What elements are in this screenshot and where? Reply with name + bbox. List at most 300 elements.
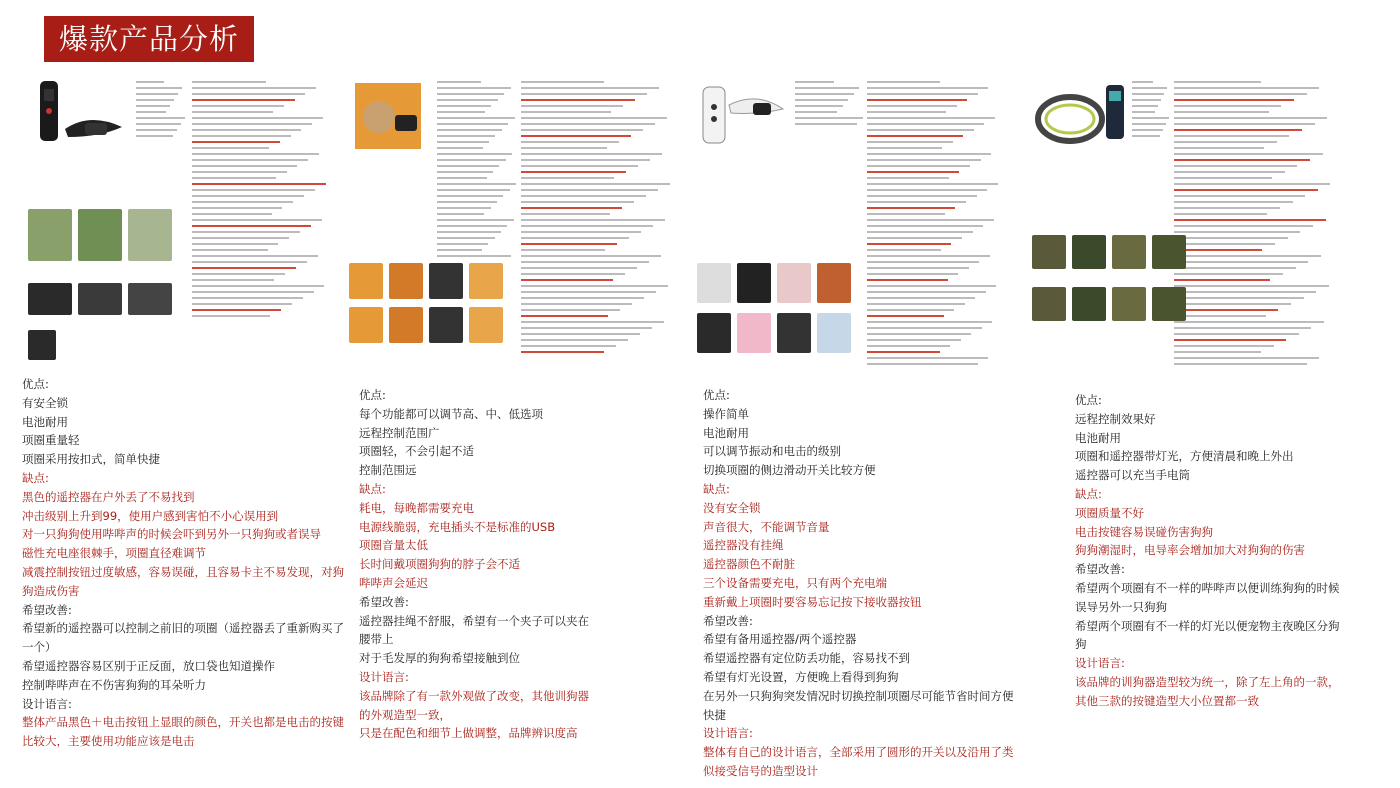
review-text-line (192, 135, 291, 137)
review-text-line (867, 339, 961, 341)
review-text-line (867, 231, 973, 233)
review-text-line (1174, 213, 1267, 215)
review-text-line (437, 93, 504, 95)
review-text-line (1132, 105, 1158, 107)
review-text-line (1132, 135, 1160, 137)
review-text-line (867, 327, 982, 329)
review-text-line (437, 111, 485, 113)
review-text-line (521, 111, 611, 113)
review-text-line (136, 99, 174, 101)
review-text-line (521, 315, 608, 317)
analysis-line: 长时间戴项圈狗狗的脖子会不适 (359, 557, 520, 572)
review-text-line (867, 117, 995, 119)
review-text-line (867, 189, 987, 191)
review-text-line (437, 231, 501, 233)
review-text-line (1174, 261, 1308, 263)
review-text-line (192, 129, 301, 131)
review-text-line (1174, 357, 1319, 359)
review-text-line (867, 261, 979, 263)
review-text-line (521, 159, 650, 161)
analysis-line: 可以调节振动和电击的级别 (703, 444, 841, 459)
review-text-line (437, 147, 483, 149)
review-text-line (437, 123, 508, 125)
review-text-line (521, 105, 623, 107)
review-text-line (192, 243, 278, 245)
review-text-line (521, 273, 625, 275)
review-text-line (1174, 363, 1307, 365)
review-text-line (192, 213, 272, 215)
analysis-line: 项圈轻，不会引起不适 (359, 444, 474, 459)
review-text-line (521, 99, 635, 101)
review-text-line (521, 195, 646, 197)
review-text-line (867, 81, 940, 83)
review-text-line (1174, 333, 1299, 335)
review-text-line (1174, 315, 1266, 317)
product-thumbnail-image (78, 283, 122, 315)
product-thumbnail-image (28, 209, 72, 261)
review-text-line (192, 207, 282, 209)
review-text-line (192, 159, 308, 161)
review-text-line (136, 135, 173, 137)
review-text-line (867, 195, 977, 197)
review-text-line (192, 117, 323, 119)
analysis-line: 控制范围远 (359, 463, 417, 478)
review-text-line (521, 171, 626, 173)
analysis-line: 电源线脆弱，充电插头不是标准的USB (359, 519, 556, 534)
review-text-line (521, 261, 649, 263)
review-text-line (795, 105, 843, 107)
review-text-line (1174, 267, 1296, 269)
review-text-line (192, 189, 315, 191)
review-text-line (1174, 243, 1275, 245)
review-text-line (1174, 339, 1286, 341)
review-text-line (1174, 327, 1311, 329)
review-text-line (521, 219, 665, 221)
analysis-line: 整体有自己的设计语言，全部采用了圆形的开关以及沿用了类 (703, 745, 1014, 760)
analysis-line: 声音很大，不能调节音量 (703, 519, 830, 534)
review-text-line (192, 201, 293, 203)
review-text-line (867, 273, 958, 275)
review-text-line (521, 189, 658, 191)
review-text-line (867, 207, 955, 209)
review-text-line (437, 129, 502, 131)
product-thumbnail-image (1152, 287, 1186, 321)
review-text-line (192, 303, 292, 305)
analysis-line: 希望遥控器有定位防丢功能，容易找不到 (703, 651, 910, 666)
product-thumbnail-image (389, 263, 423, 299)
review-text-line (867, 357, 988, 359)
analysis-line: 快捷 (703, 707, 726, 722)
review-text-line (192, 165, 297, 167)
review-text-line (521, 279, 613, 281)
review-text-line (867, 297, 975, 299)
product-thumbnail-image (817, 313, 851, 353)
remote-collar-image-1 (30, 77, 130, 157)
product-box-image-2 (349, 77, 433, 155)
review-text-line (1174, 93, 1307, 95)
review-text-line (192, 255, 318, 257)
review-text-line (521, 321, 664, 323)
review-text-line (1174, 291, 1316, 293)
analysis-line: 设计语言: (359, 669, 409, 684)
review-text-line (521, 327, 652, 329)
product-thumbnail-image (697, 313, 731, 353)
review-text-line (1174, 201, 1293, 203)
review-text-line (795, 81, 834, 83)
review-text-line (867, 165, 970, 167)
review-text-line (521, 135, 631, 137)
analysis-line: 遥控器挂绳不舒服，希望有一个夹子可以夹在 (359, 613, 589, 628)
review-text-line (1174, 159, 1310, 161)
product-thumbnail-image (349, 263, 383, 299)
analysis-line: 项圈和遥控器带灯光，方便清晨和晚上外出 (1075, 449, 1294, 464)
review-text-line (867, 321, 992, 323)
analysis-line: 远程控制范围广 (359, 425, 440, 440)
review-text-line (437, 225, 507, 227)
review-text-line (521, 165, 638, 167)
product-thumbnail-image (737, 263, 771, 303)
review-text-line (1174, 177, 1272, 179)
review-text-line (867, 363, 978, 365)
analysis-line: 操作简单 (703, 406, 749, 421)
analysis-line: 没有安全锁 (703, 500, 761, 515)
review-text-line (1132, 81, 1153, 83)
page-title: 爆款产品分析 (44, 16, 254, 62)
review-text-line (521, 177, 614, 179)
review-text-line (1174, 183, 1330, 185)
review-text-line (521, 117, 667, 119)
analysis-line: 狗 (1075, 637, 1087, 652)
product-thumbnail-image (128, 283, 172, 315)
review-text-line (192, 285, 324, 287)
review-text-line (795, 87, 859, 89)
product-thumbnail-image (1112, 287, 1146, 321)
product-thumbnail-image (1032, 287, 1066, 321)
review-text-line (1132, 117, 1169, 119)
review-text-line (437, 159, 506, 161)
review-text-line (1174, 99, 1294, 101)
review-text-line (437, 249, 482, 251)
review-text-line (867, 129, 974, 131)
review-text-line (192, 93, 305, 95)
review-text-line (1174, 273, 1283, 275)
review-text-line (192, 219, 322, 221)
product-thumbnail-image (28, 330, 56, 360)
review-text-line (192, 81, 266, 83)
review-text-line (1174, 129, 1302, 131)
analysis-line: 希望两个项圈有不一样的灯光以便宠物主夜晚区分狗 (1075, 618, 1340, 633)
review-text-line (1174, 207, 1280, 209)
analysis-line: 黑色的遥控器在户外丢了不易找到 (22, 489, 195, 504)
review-text-line (192, 249, 268, 251)
review-text-line (136, 111, 166, 113)
review-text-line (437, 81, 481, 83)
review-text-line (437, 99, 498, 101)
review-text-line (867, 237, 962, 239)
review-text-line (521, 81, 604, 83)
review-text-line (192, 183, 326, 185)
review-text-line (1174, 189, 1318, 191)
analysis-line: 项圈质量不好 (1075, 505, 1144, 520)
product-thumbnail-image (697, 263, 731, 303)
review-text-line (437, 183, 516, 185)
review-text-line (1174, 153, 1323, 155)
review-text-line (867, 267, 969, 269)
review-text-line (192, 291, 314, 293)
product-thumbnail-image (1152, 235, 1186, 269)
analysis-line: 耗电，每晚都需要充电 (359, 500, 474, 515)
analysis-line: 该品牌除了有一款外观做了改变，其他训狗器 (359, 688, 589, 703)
review-text-line (192, 147, 269, 149)
review-text-line (1174, 123, 1315, 125)
review-text-line (867, 153, 991, 155)
product-thumbnail-image (429, 307, 463, 343)
review-text-line (192, 261, 307, 263)
analysis-line: 切换项圈的侧边滑动开关比较方便 (703, 463, 876, 478)
remote-collar-image-4 (1032, 79, 1130, 155)
review-text-line (795, 117, 863, 119)
analysis-line: 狗造成伤害 (22, 583, 80, 598)
analysis-line: 冲击级别上升到99，使用户感到害怕不小心误用到 (22, 508, 279, 523)
review-text-line (1174, 87, 1319, 89)
review-text-line (867, 243, 951, 245)
review-text-line (437, 87, 511, 89)
review-text-line (1174, 249, 1262, 251)
review-text-line (437, 201, 497, 203)
review-text-line (867, 249, 941, 251)
review-text-line (437, 141, 489, 143)
analysis-line: 似接受信号的造型设计 (703, 763, 818, 778)
analysis-line: 腰带上 (359, 632, 394, 647)
review-text-line (867, 213, 945, 215)
review-text-line (795, 123, 857, 125)
review-text-line (1174, 321, 1324, 323)
product-page-screenshot-4 (1028, 75, 1336, 385)
review-text-line (192, 105, 284, 107)
analysis-line: 有安全锁 (22, 395, 68, 410)
review-text-line (521, 351, 604, 353)
review-text-line (192, 273, 285, 275)
review-text-line (867, 225, 983, 227)
review-text-line (867, 291, 986, 293)
review-text-line (1174, 219, 1326, 221)
review-text-line (867, 351, 940, 353)
review-text-line (437, 189, 510, 191)
review-text-line (521, 225, 653, 227)
review-text-line (192, 99, 295, 101)
review-text-line (192, 153, 319, 155)
analysis-line: 希望有灯光设置，方便晚上看得到狗狗 (703, 669, 899, 684)
analysis-line: 缺点: (1075, 486, 1102, 501)
review-text-line (521, 243, 617, 245)
review-text-line (867, 147, 942, 149)
review-text-line (867, 315, 944, 317)
review-text-line (192, 87, 316, 89)
review-text-line (437, 177, 487, 179)
review-text-line (1132, 123, 1166, 125)
review-text-line (521, 87, 659, 89)
analysis-line: 缺点: (703, 481, 730, 496)
review-text-line (192, 195, 304, 197)
section-heading: 优点: (703, 388, 730, 402)
analysis-column-4 (1075, 391, 1375, 711)
review-text-line (1174, 231, 1300, 233)
analysis-line: 远程控制效果好 (1075, 411, 1156, 426)
analysis-line: 电池耐用 (703, 425, 749, 440)
review-text-line (521, 141, 619, 143)
review-text-line (192, 225, 311, 227)
analysis-line: 项圈采用按扣式，简单快捷 (22, 452, 160, 467)
analysis-line: 每个功能都可以调节高、中、低选项 (359, 406, 543, 421)
analysis-column-3 (703, 386, 1014, 781)
review-text-line (437, 153, 512, 155)
product-thumbnail-image (777, 263, 811, 303)
analysis-line: 磁性充电座很棘手，项圈直径难调节 (22, 546, 206, 561)
review-text-line (437, 219, 514, 221)
product-thumbnail-image (469, 263, 503, 299)
review-text-line (521, 207, 622, 209)
analysis-line: 的外观造型一致， (359, 707, 451, 722)
review-text-line (1174, 351, 1261, 353)
section-heading: 希望改善: (22, 602, 72, 617)
review-text-line (437, 207, 491, 209)
review-text-line (521, 183, 670, 185)
review-text-line (867, 201, 966, 203)
review-text-line (521, 213, 610, 215)
review-text-line (521, 237, 629, 239)
section-heading: 优点: (1075, 393, 1102, 407)
review-text-line (136, 81, 164, 83)
analysis-line: 其他三款的按键造型大小位置都一致 (1075, 693, 1259, 708)
review-text-line (795, 111, 837, 113)
review-text-line (521, 255, 661, 257)
analysis-line: 在另外一只狗狗突发情况时切换控制项圈尽可能节省时间方便 (703, 688, 1014, 703)
review-text-line (867, 345, 950, 347)
review-text-line (136, 87, 182, 89)
review-text-line (867, 183, 998, 185)
review-text-line (437, 213, 484, 215)
review-text-line (192, 171, 287, 173)
analysis-line: 项圈重量轻 (22, 433, 80, 448)
review-text-line (867, 279, 948, 281)
review-text-line (437, 237, 495, 239)
section-heading: 优点: (359, 388, 386, 402)
review-text-line (521, 123, 655, 125)
review-text-line (192, 315, 270, 317)
analysis-line: 希望遥控器容易区别于正反面，放口袋也知道操作 (22, 658, 275, 673)
product-page-screenshot-2 (345, 75, 675, 370)
product-thumbnail-image (777, 313, 811, 353)
product-thumbnail-image (469, 307, 503, 343)
review-text-line (521, 297, 644, 299)
product-thumbnail-image (28, 283, 72, 315)
review-text-line (521, 249, 605, 251)
review-text-line (867, 303, 965, 305)
review-text-line (192, 231, 300, 233)
product-page-screenshot-3 (695, 75, 1005, 385)
analysis-line: 三个设备需要充电，只有两个充电端 (703, 575, 887, 590)
analysis-line: 电池耐用 (22, 414, 68, 429)
review-text-line (437, 243, 488, 245)
review-text-line (1174, 303, 1291, 305)
review-text-line (192, 111, 273, 113)
review-text-line (867, 93, 978, 95)
product-thumbnail-image (389, 307, 423, 343)
section-heading: 优点: (22, 377, 49, 391)
review-text-line (1174, 237, 1288, 239)
review-text-line (867, 135, 963, 137)
review-text-line (136, 123, 181, 125)
analysis-line: 设计语言: (1075, 656, 1125, 671)
product-thumbnail-image (349, 307, 383, 343)
review-text-line (521, 309, 620, 311)
product-page-screenshot-1 (24, 75, 332, 370)
review-text-line (1174, 255, 1321, 257)
review-text-line (1132, 87, 1167, 89)
review-text-line (521, 267, 637, 269)
section-heading: 希望改善: (703, 613, 753, 628)
review-text-line (1174, 165, 1297, 167)
review-text-line (192, 279, 274, 281)
review-text-line (1174, 309, 1278, 311)
review-text-line (867, 105, 957, 107)
review-text-line (521, 93, 647, 95)
section-heading: 希望改善: (1075, 562, 1125, 577)
review-text-line (867, 123, 984, 125)
product-thumbnail-image (429, 263, 463, 299)
review-text-line (1174, 147, 1264, 149)
review-text-line (1174, 297, 1304, 299)
review-text-line (867, 159, 981, 161)
review-text-line (521, 303, 632, 305)
review-text-line (1174, 135, 1289, 137)
review-text-line (521, 291, 656, 293)
review-text-line (437, 135, 495, 137)
review-text-line (1174, 171, 1285, 173)
analysis-line: 缺点: (22, 470, 49, 485)
analysis-line: 比较大，主要使用功能应该是电击 (22, 734, 195, 749)
review-text-line (437, 117, 515, 119)
review-text-line (136, 105, 170, 107)
review-text-line (192, 267, 296, 269)
review-text-line (1174, 105, 1281, 107)
review-text-line (521, 147, 607, 149)
analysis-line: 设计语言: (703, 726, 753, 741)
product-thumbnail-image (817, 263, 851, 303)
analysis-line: 电击按键容易误碰伤害狗狗 (1075, 524, 1213, 539)
review-text-line (1132, 111, 1155, 113)
review-text-line (1174, 279, 1270, 281)
analysis-line: 整体产品黑色＋电击按钮上显眼的颜色，开关也都是电击的按键 (22, 715, 344, 730)
analysis-line: 缺点: (359, 481, 386, 496)
review-text-line (521, 345, 616, 347)
review-text-line (192, 141, 280, 143)
section-heading: 设计语言: (22, 696, 72, 711)
review-text-line (437, 165, 499, 167)
analysis-column-1 (22, 375, 344, 751)
review-text-line (136, 117, 185, 119)
review-text-line (521, 231, 641, 233)
analysis-line: 重新戴上项圈时要容易忘记按下接收器按钮 (703, 594, 922, 609)
review-text-line (437, 105, 491, 107)
analysis-column-2 (359, 386, 649, 743)
analysis-line: 一个） (22, 640, 57, 655)
review-text-line (192, 297, 303, 299)
review-text-line (192, 309, 281, 311)
review-text-line (1174, 81, 1261, 83)
review-text-line (192, 237, 289, 239)
review-text-line (867, 333, 971, 335)
